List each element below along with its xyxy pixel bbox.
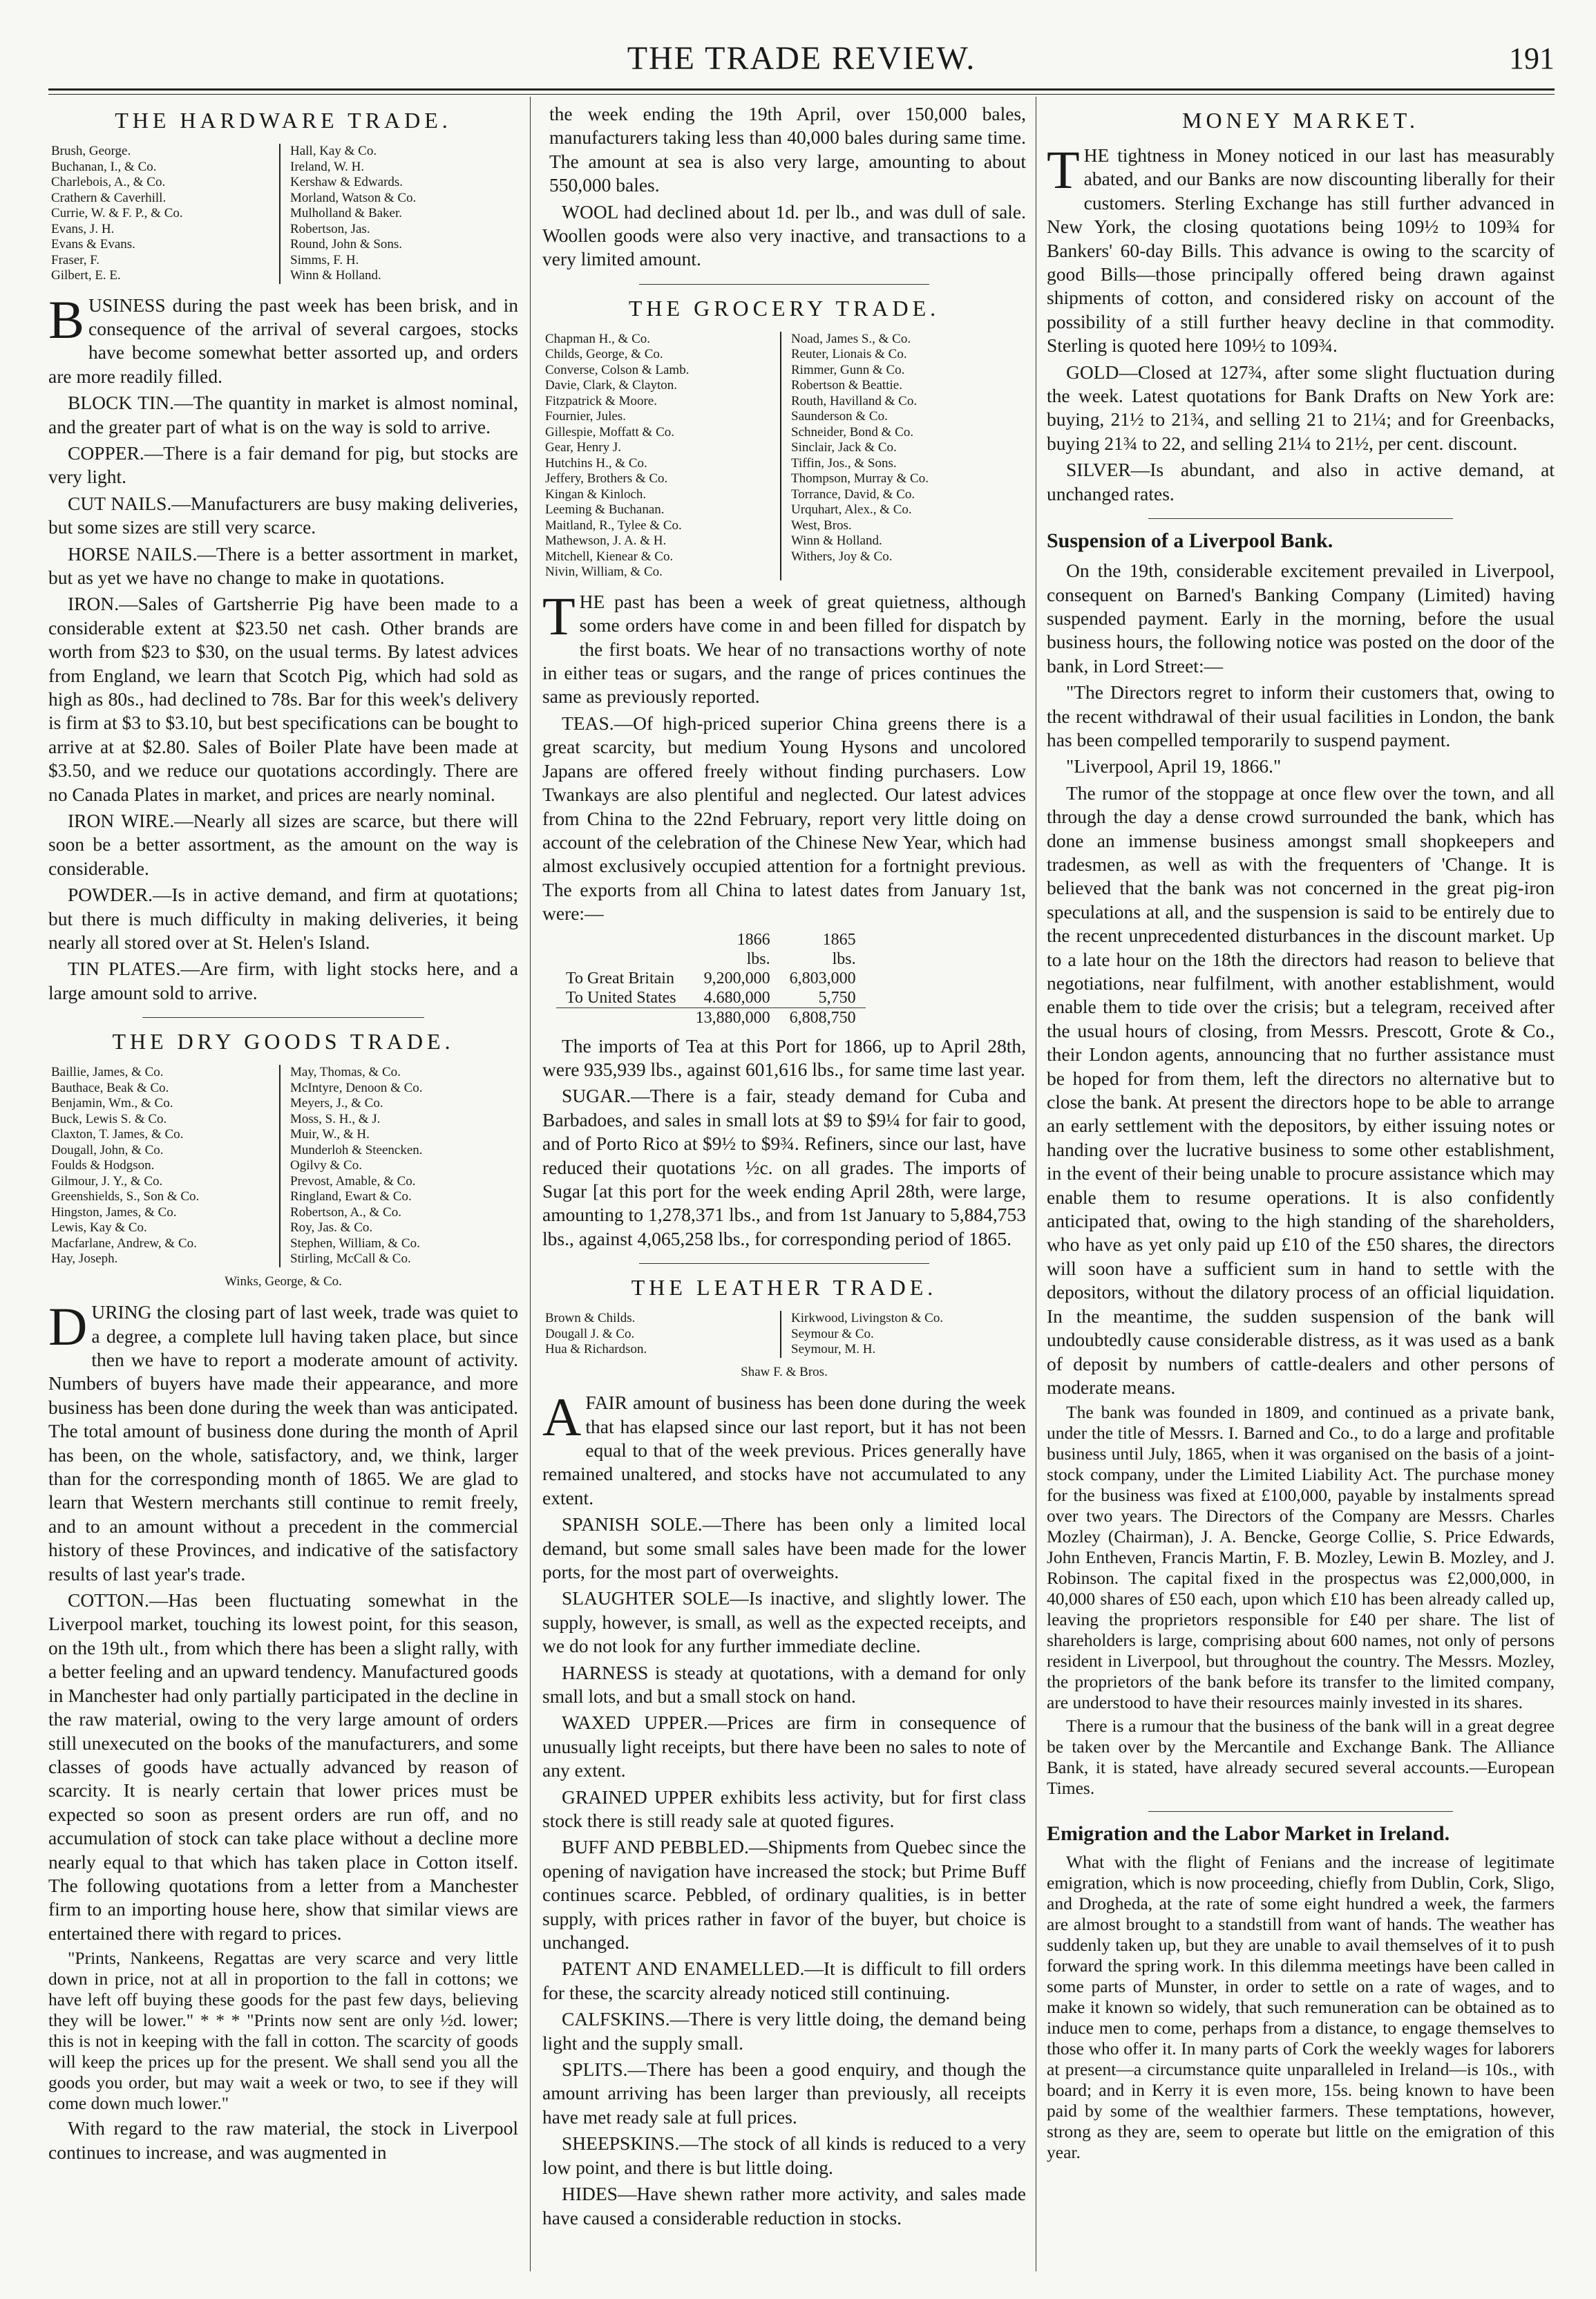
firm-name: Evans, J. H. [51, 221, 115, 236]
grocery-firm-list [545, 332, 1026, 580]
hardware-iron-wire: IRON WIRE.—Nearly all sizes are scarce, but there will soon be a better assortment, as the amount on the way is considerable. [48, 810, 518, 879]
firm-name: Kershaw & Edwards. [290, 175, 403, 189]
firm-name: Baillie, James, & Co. [51, 1065, 164, 1080]
bank-notice-date: "Liverpool, April 19, 1866." [1066, 755, 1282, 777]
firm-column [545, 332, 781, 580]
leather-waxed-upper: WAXED UPPER.—Prices are firm in consequence of unusually light receipts, but there have been no sales to note of any extent. [542, 1712, 1026, 1781]
firm-name: Muir, W., & H. [290, 1127, 370, 1142]
leather-harness: HARNESS is steady at quotations, with a demand for only small lots, and but a small stock on hand. [542, 1661, 1026, 1707]
table-row [556, 988, 866, 1008]
firm-name: Converse, Colson & Lamb. [545, 362, 690, 377]
hardware-heading: THE HARDWARE TRADE. [115, 108, 452, 133]
firm-name: Robertson, A., & Co. [290, 1204, 401, 1220]
table-cell: 1866 [737, 930, 770, 949]
firm-name: Tiffin, Jos., & Sons. [791, 455, 897, 471]
leather-intro: AFAIR amount of business has been done during the week that has elapsed since our last report, but it has not been equal to that of the week previous. Prices generally have remained unaltered, and stocks have not accumulated to any extent. [542, 1387, 1026, 1508]
money-gold: GOLD—Closed at 127¾, after some slight fluctuation during the week. Latest quotations for Bank Drafts on New York are: buying, 21½ to 21¾, and selling 21 to 21¼; and for Greenbacks, buying 21¾ to 22, and selling 21¼ to 21½, per cent. discount. [1047, 361, 1555, 454]
section-separator [639, 1263, 929, 1264]
firm-name: Hall, Kay & Co. [290, 144, 377, 158]
firm-name: Buchanan, I., & Co. [51, 159, 157, 174]
money-intro: THE tightness in Money noticed in our last has measurably abated, and our Banks are now discounting liberally for their customers. Sterling Exchange has still further advanced in New York, the closing quotations being 109½ to 109¾ for Bankers' 60-day Bills. This advance is owing to the scarcity of good Bills—those principally offered being drawn against shipments of cotton, and considered risky on account of the possibility of a still further heavy decline in that commodity. Sterling is quoted here 109½ to 109¾. [1047, 140, 1555, 357]
firm-name: Kingan & Kinloch. [545, 486, 647, 502]
header-rule-thin [48, 94, 1555, 95]
leather-splits: SPLITS.—There has been a good enquiry, and though the amount arriving has been larger than previously, all receipts have met ready sale at full prices. [542, 2059, 1026, 2128]
hardware-powder: POWDER.—Is in active demand, and firm at quotations; but there is much difficulty in making deliveries, it being nearly all stored over at St. Helen's Island. [48, 884, 518, 954]
firm-name: Davie, Clark, & Clayton. [545, 378, 678, 393]
firm-column [290, 1065, 518, 1267]
hardware-firm-list [51, 144, 518, 284]
hardware-block-tin: BLOCK TIN.—The quantity in market is almost nominal, and the greater part of what is on the way is sold to arrive. [48, 392, 518, 437]
table-cell: 9,200,000 [703, 969, 770, 987]
drygoods-firm-list [51, 1065, 518, 1267]
firm-name: Sinclair, Jack & Co. [791, 440, 897, 455]
firm-name: Evans & Evans. [51, 237, 135, 252]
firm-name: Fournier, Jules. [545, 409, 626, 424]
firm-name: Dougall J. & Co. [545, 1326, 635, 1341]
firm-name: Dougall, John, & Co. [51, 1142, 164, 1157]
table-cell: lbs. [832, 949, 856, 968]
page-number: 191 [1509, 41, 1555, 75]
firm-name: Moss, S. H., & J. [290, 1111, 381, 1126]
firm-name: Childs, George, & Co. [545, 347, 663, 362]
firm-name: Crathern & Caverhill. [51, 190, 167, 205]
firm-name: Chapman H., & Co. [545, 331, 650, 346]
firm-name: Saunderson & Co. [791, 409, 888, 424]
firm-name: Hay, Joseph. [51, 1251, 118, 1267]
firm-name: Buck, Lewis S. & Co. [51, 1111, 167, 1126]
firm-name: Robertson & Beattie. [791, 378, 902, 393]
bank-rumor: The rumor of the stoppage at once flew over the town, and all through the day a dense crowd surrounded the bank, which has done an immense business amongst small shopkeepers and tradesmen, as well as with the frequenters of 'Change. It is believed that the bank was not concerned in the great pig-iron speculations at all, and the suspension is said to be entirely due to the recent unprecedented disturbances in the discount market. Up to a late hour on the 18th the directors had reason to believe that negotiations, near fulfilment, with another establishment, would enable them to tide over the crisis; but a telegram, received after the usual hours of closing, from Messrs. Prescott, Grote & Co., their London agents, announcing that no further assistance must be hoped for from them, left the directors no alternative but to close the bank. At present the directors hope to be able to arrange an early settlement with the depositors, by either issuing notes or handing over the lucrative business to some other establishment, in the event of their being unable to procure assistance which may enable them to resume operations. It is also confidently anticipated that, owing to the high standing of the shareholders, who have as yet only paid up £10 of the £50 shares, the directors will soon have a sufficient sum in hand to settle with the depositors, without the dilatory process of an official liquidation. In the meantime, the sudden suspension of the bank will undoubtedly cause considerable distress, as it was used as a bank of deposit by numbers of cattle-dealers and other persons of moderate means. [1047, 782, 1555, 1398]
section-separator [639, 284, 929, 285]
drygoods-intro: DURING the closing part of last week, trade was quiet to a degree, a complete lull having taken place, but since then we have to report a moderate amount of activity. Numbers of buyers have made their appearance, and more business has been done during the week than was anticipated. The total amount of business done during the month of April has been, on the whole, satisfactory, and, we think, larger than for the corresponding month of 1865. We are glad to learn that Western merchants still continue to remit freely, and to an amount without a precedent in the commercial history of these Provinces, and indicative of the satisfactory results of last year's trade. [48, 1296, 518, 1584]
firm-name: Gear, Henry J. [545, 440, 622, 455]
column-right [1047, 102, 1555, 2271]
money-silver: SILVER—Is abundant, and also in active demand, at unchanged rates. [1047, 459, 1555, 504]
column-divider [530, 97, 531, 2271]
firm-name: Bauthace, Beak & Co. [51, 1080, 169, 1095]
leather-slaughter-sole: SLAUGHTER SOLE—Is inactive, and slightly lower. The supply, however, is small, as well as the expected receipts, and we do not look for any further immediate decline. [542, 1587, 1026, 1657]
journal-title: THE TRADE REVIEW. [627, 40, 976, 77]
bank-intro: On the 19th, considerable excitement prevailed in Liverpool, consequent on Barned's Banking Company (Limited) having suspended payment. Early in the morning, before the usual business hours, the following notice was posted on the door of the bank, in Lord Street:— [1047, 560, 1555, 677]
bank-takeover: There is a rumour that the business of the bank will in a great degree be taken over by the Mercantile and Exchange Bank. The Alliance Bank, it is stated, have already secured several accounts.—European Times. [1047, 1716, 1555, 1799]
table-total-row [556, 1007, 866, 1028]
grocery-tea-imports: The imports of Tea at this Port for 1866, up to April 28th, were 935,939 lbs., against 601,616 lbs., for same time last year. [542, 1034, 1026, 1080]
firm-column [545, 1311, 781, 1358]
money-heading: MONEY MARKET. [1182, 108, 1419, 133]
firm-name: Charlebois, A., & Co. [51, 175, 166, 189]
firm-name: Meyers, J., & Co. [290, 1096, 383, 1111]
firm-name: Mathewson, J. A. & H. [545, 533, 667, 549]
firm-name: Routh, Havilland & Co. [791, 393, 918, 408]
firm-name: Seymour & Co. [791, 1326, 874, 1341]
firm-name: Foulds & Hodgson. [51, 1158, 155, 1173]
drygoods-raw-material: With regard to the raw material, the stock in Liverpool continues to increase, and was augmented in [48, 2117, 518, 2163]
bank-notice: "The Directors regret to inform their customers that, owing to the recent withdrawal of their usual facilities in London, the bank has been compelled temporarily to suspend payment. [1047, 681, 1555, 750]
table-cell: 4.680,000 [703, 988, 770, 1007]
firm-name: Benjamin, Wm., & Co. [51, 1096, 173, 1111]
grocery-teas: TEAS.—Of high-priced superior China greens there is a great scarcity, but medium Young Hysons and uncolored Japans are offered freely without finding purchasers. Low Twankays are also plentiful and neglected. Our latest advices from China to the 22nd February, report very little doing on account of the celebration of the Chinese New Year, which had almost exclusively occupied attention for a fortnight previous. The exports from all China to latest dates from January 1st, were:— [542, 712, 1026, 925]
firm-name: Rimmer, Gunn & Co. [791, 362, 905, 377]
table-cell: To Great Britain [566, 969, 674, 987]
drygoods-letter-quote: "Prints, Nankeens, Regattas are very scarce and very little down in price, not at all in proportion to the fall in cottons; we have left off buying these goods for the past few days, believing they will be lower." * * * "Prints now sent are only ½d. lower; this is not in keeping with the fall in cotton. The scarcity of goods will keep the prices up for the present. We shall send you all the goods you order, but may wait a week or two, to see if they will come down much lower." [48, 1948, 518, 2114]
firm-name: Greenshields, S., Son & Co. [51, 1189, 200, 1204]
emigration-heading: Emigration and the Labor Market in Ireland. [1047, 1822, 1450, 1846]
leather-grained-upper: GRAINED UPPER exhibits less activity, but for first class stock there is still ready sale at quoted figures. [542, 1786, 1026, 1831]
firm-name: McIntyre, Denoon & Co. [290, 1080, 423, 1095]
firm-name: Winn & Holland. [290, 268, 381, 283]
table-cell: 1865 [822, 930, 856, 949]
firm-column [290, 144, 518, 284]
leather-buff-pebbled: BUFF AND PEBBLED.—Shipments from Quebec since the opening of navigation have increased the stock; but Prime Buff continues scarce. Pebbled, of ordinary qualities, is in better supply, with prices rather in favor of the buyer, but choice is unchanged. [542, 1836, 1026, 1953]
firm-name: Macfarlane, Andrew, & Co. [51, 1236, 197, 1251]
leather-sheepskins: SHEEPSKINS.—The stock of all kinds is reduced to a very low point, and there is but little doing. [542, 2132, 1026, 2178]
firm-name: Seymour, M. H. [791, 1342, 876, 1357]
firm-name: Maitland, R., Tylee & Co. [545, 518, 682, 533]
firm-name: Hutchins H., & Co. [545, 455, 647, 471]
firm-name: Roy, Jas. & Co. [290, 1220, 373, 1236]
leather-heading: THE LEATHER TRADE. [631, 1275, 938, 1300]
table-cell [556, 1007, 686, 1028]
firm-name: Noad, James S., & Co. [791, 331, 911, 346]
tea-exports-table [556, 930, 866, 1028]
table-units-row [556, 949, 866, 969]
firm-name: May, Thomas, & Co. [290, 1065, 401, 1080]
firm-column [51, 144, 281, 284]
section-separator [142, 1017, 424, 1018]
firm-column [791, 1311, 1026, 1358]
leather-hides: HIDES—Have shewn rather more activity, and sales made have caused a considerable reduction in stocks. [542, 2183, 1026, 2229]
firm-name: Ireland, W. H. [290, 159, 365, 174]
firm-name: Shaw F. & Bros. [741, 1364, 828, 1379]
table-cell: 6,808,750 [780, 1007, 866, 1028]
firm-name: Brush, George. [51, 144, 131, 158]
firm-name: Hingston, James, & Co. [51, 1204, 177, 1220]
firm-name: Withers, Joy & Co. [791, 549, 893, 564]
firm-name: Nivin, William, & Co. [545, 565, 663, 580]
leather-calfskins: CALFSKINS.—There is very little doing, the demand being light and the supply small. [542, 2008, 1026, 2054]
firm-name: Stephen, William, & Co. [290, 1236, 420, 1251]
drygoods-heading: THE DRY GOODS TRADE. [112, 1029, 455, 1054]
firm-name: Morland, Watson & Co. [290, 190, 417, 205]
firm-name: Jeffery, Brothers & Co. [545, 471, 668, 486]
hardware-cut-nails: CUT NAILS.—Manufacturers are busy making deliveries, but some sizes are still very scarce. [48, 492, 518, 538]
firm-name: Urquhart, Alex., & Co. [791, 502, 912, 518]
firm-name: Robertson, Jas. [290, 221, 370, 236]
header-rule [48, 88, 1555, 91]
table-cell: lbs. [746, 949, 770, 968]
firm-column [51, 1065, 281, 1267]
table-cell [556, 949, 686, 969]
firm-name: Schneider, Bond & Co. [791, 424, 914, 439]
leather-patent: PATENT AND ENAMELLED.—It is difficult to fill orders for these, the scarcity already noticed still continuing. [542, 1958, 1026, 2003]
firm-name: Winn & Holland. [791, 533, 882, 549]
table-cell: To United States [566, 988, 676, 1007]
table-cell: 13,880,000 [686, 1007, 780, 1028]
firm-name: Fitzpatrick & Moore. [545, 393, 657, 408]
firm-name: Ringland, Ewart & Co. [290, 1189, 412, 1204]
firm-name: Winks, George, & Co. [225, 1274, 342, 1289]
column-left [48, 102, 518, 2271]
firm-name: Gilbert, E. E. [51, 268, 121, 283]
table-cell: 6,803,000 [789, 969, 856, 987]
drygoods-cotton: COTTON.—Has been fluctuating somewhat in the Liverpool market, touching its lowest point, for this season, on the 19th ult., from which there has been a slight rally, with a better feeling and an upward tendency. Manufactured goods in Manchester had only partially participated in the decline in the raw material, owing to the very large amount of orders still unexecuted on the books of the manufacturers, and some classes of goods have actually advanced by reason of scarcity. It is nearly certain that lower prices must be expected so soon as present orders are run off, and no accumulation of stock can take place without a decline more nearly equal to that which has taken place in Cotton itself. The following quotations from a letter from a Manchester firm to an importing house here, show that similar views are entertained there with regard to prices. [48, 1589, 518, 1944]
firm-name: Reuter, Lionais & Co. [791, 347, 907, 362]
firm-name: Hua & Richardson. [545, 1342, 647, 1357]
table-row [556, 969, 866, 988]
firm-column [791, 332, 1026, 580]
firm-name: Thompson, Murray & Co. [791, 471, 929, 486]
firm-name: Kirkwood, Livingston & Co. [791, 1311, 944, 1326]
emigration-body: What with the flight of Fenians and the increase of legitimate emigration, which is now proceeding, chiefly from Dublin, Cork, Sligo, and Drogheda, at the rate of some eight hundred a week, the farmers are almost brought to a standstill from want of hands. The weather has suddenly taken up, but they are unable to avail themselves of it to push forward the spring work. In this dilemma meetings have been called in some parts of Munster, in order to settle on a rate of wages, and to make it known so widely, that such remuneration can be obtained as to induce men to come, perhaps from a distance, to engage themselves to those who offer it. In many parts of Cork the weekly wages for laborers at present—a circumstance quite unparalleled in Ireland—is 10s., with board; and in Kerry it is even more, 15s. being known to have been paid by some of the wealthier farmers. These temptations, however, strong as they are, seem to operate but little on the emigration of this year. [1047, 1852, 1555, 2163]
table-cell [556, 930, 686, 949]
firm-name: Currie, W. & F. P., & Co. [51, 206, 183, 220]
leather-spanish-sole: SPANISH SOLE.—There has been only a limited local demand, but some small sales have been made for the lower ports, for the most part of overweights. [542, 1513, 1026, 1582]
firm-name: Lewis, Kay & Co. [51, 1220, 147, 1236]
table-header-row [556, 930, 866, 949]
firm-name: Brown & Childs. [545, 1311, 636, 1326]
firm-name: Mitchell, Kienear & Co. [545, 549, 674, 564]
section-separator [1148, 518, 1453, 519]
column-middle [542, 102, 1026, 2271]
firm-name: Round, John & Sons. [290, 237, 403, 252]
firm-name: Fraser, F. [51, 252, 100, 267]
table-cell: 5,750 [818, 988, 856, 1007]
firm-name: Stirling, McCall & Co. [290, 1251, 411, 1267]
firm-name: Claxton, T. James, & Co. [51, 1127, 184, 1142]
bank-history: The bank was founded in 1809, and continued as a private bank, under the title of Messrs. I. Barned and Co., to do a large and profitable business until July, 1865, when it was organised on the basis of a joint-stock company, under the Limited Liability Act. The purchase money for the business was fixed at £100,000, payable by instalments spread over two years. The Directors of the Company are Messrs. Charles Mozley (Chairman), J. A. Bencke, George Collie, S. Price Edwards, John Entheven, Francis Martin, F. B. Mozley, Lewin B. Mozley, and J. Robinson. The capital fixed in the prospectus was £2,000,000, in 40,000 shares of £50 each, upon which £10 has been already called up, leaving the proprietors responsible for £40 per share. The list of shareholders is large, comprising about 600 names, not only of persons resident in Liverpool, but throughout the country. The Messrs. Mozley, the proprietors of the bank before its transfer to the limited company, are understood to have their resources mainly invested in its shares. [1047, 1402, 1555, 1713]
hardware-tin-plates: TIN PLATES.—Are firm, with light stocks here, and a large amount sold to arrive. [48, 958, 518, 1003]
firm-name: Simms, F. H. [290, 252, 359, 267]
firm-name: Gilmour, J. Y., & Co. [51, 1173, 163, 1189]
firm-name: Munderloh & Steencken. [290, 1142, 423, 1157]
hardware-iron: IRON.—Sales of Gartsherrie Pig have been made to a considerable extent at $23.50 net cash. Other brands are worth from $23 to $30, on the usual terms. By latest advices from England, we learn that Scotch Pig, which had sold as high as 80s., had declined to 78s. Bar for this week's delivery is firm at $3 to $3.10, but best specifications can be bought to arrive at at $2.80. Sales of Boiler Plate have been made at $3.50, and we reduce our quotations accordingly. There are no Canada Plates in market, and prices are nearly nominal. [48, 593, 518, 805]
firm-name: Mulholland & Baker. [290, 206, 403, 220]
firm-name: Ogilvy & Co. [290, 1158, 362, 1173]
grocery-intro: THE past has been a week of great quietness, although some orders have come in and been filled for dispatch by the first boats. We hear of no transactions worthy of note in either teas or sugars, and the range of prices continues the same as previously reported. [542, 585, 1026, 708]
firm-name: West, Bros. [791, 518, 852, 533]
firm-name: Gillespie, Moffatt & Co. [545, 424, 674, 439]
hardware-copper: COPPER.—There is a fair demand for pig, but stocks are very light. [48, 442, 518, 488]
section-separator [1148, 1811, 1453, 1812]
grocery-sugar: SUGAR.—There is a fair, steady demand for Cuba and Barbadoes, and sales in small lots at $9 to $9¼ for fair to good, and of Porto Rico at $9½ to $9¾. Refiners, since our last, have reduced their quotations ½c. on all grades. The imports of Sugar [at this port for the week ending April 28th, were large, amounting to 1,278,371 lbs., and from 1st January to 5,884,753 lbs., against 4,065,258 lbs., for corresponding period of 1865. [542, 1085, 1026, 1249]
cotton-continued: the week ending the 19th April, over 150,000 bales, manufacturers taking less than 40,000 bales during same time. The amount at sea is also very large, amounting to about 550,000 bales. [549, 103, 1026, 196]
masthead [48, 35, 1555, 83]
hardware-horse-nails: HORSE NAILS.—There is a better assortment in market, but as yet we have no change to make in quotations. [48, 542, 518, 588]
grocery-heading: THE GROCERY TRADE. [628, 295, 940, 321]
firm-name: Torrance, David, & Co. [791, 486, 915, 502]
bank-heading: Suspension of a Liverpool Bank. [1047, 529, 1333, 553]
leather-firm-list [545, 1311, 1026, 1358]
firm-name: Prevost, Amable, & Co. [290, 1173, 416, 1189]
hardware-intro: BUSINESS during the past week has been brisk, and in consequence of the arrival of several cargoes, stocks have become somewhat better assorted up, and orders are more readily filled. [48, 289, 518, 387]
firm-name: Leeming & Buchanan. [545, 502, 665, 518]
wool-paragraph: WOOL had declined about 1d. per lb., and was dull of sale. Woollen goods were also very inactive, and transactions to a very limited amount. [542, 200, 1026, 270]
